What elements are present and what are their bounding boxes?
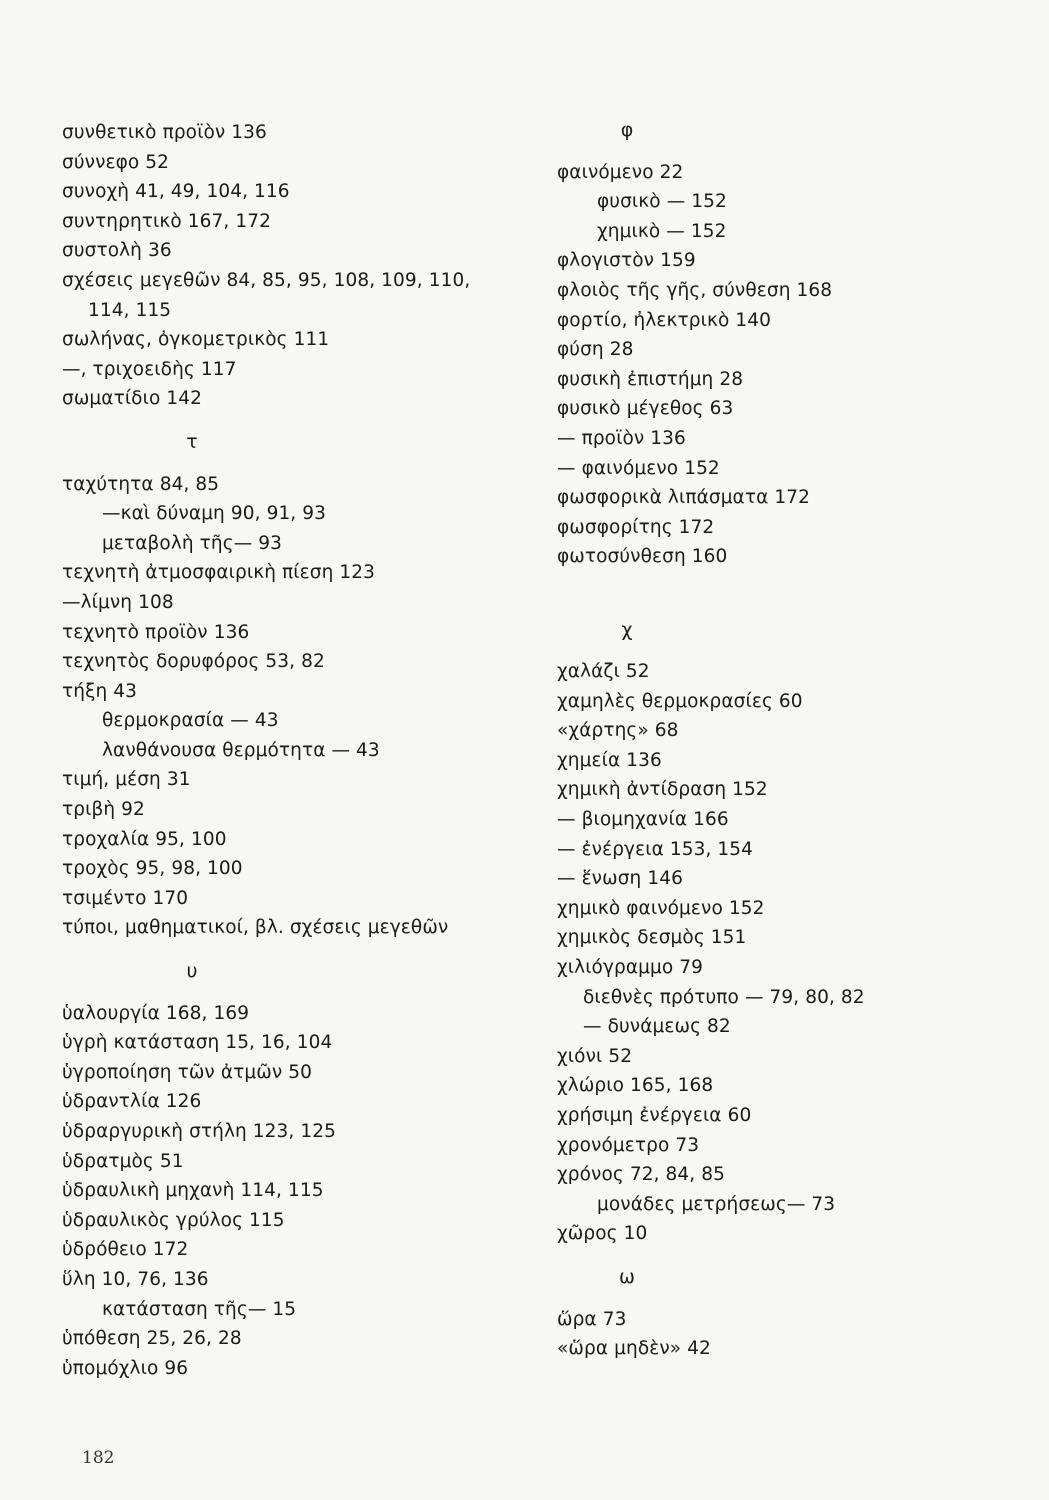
index-entry: φωσφορικὰ λιπάσματα 172 xyxy=(557,487,810,509)
index-entry: φλοιὸς τῆς γῆς, σύνθεση 168 xyxy=(557,279,833,301)
index-entry: φαινόμενο 22 xyxy=(557,161,684,183)
spacer xyxy=(557,572,865,602)
index-entry: χημικὸς δεσμὸς 151 xyxy=(557,927,747,949)
index-entry: σωλήνας, ὀγκομετρικὸς 111 xyxy=(62,329,330,351)
index-entry: —, τριχοειδὴς 117 xyxy=(62,358,237,380)
index-entry: ὑπόθεση 25, 26, 28 xyxy=(62,1328,242,1350)
index-entry: τεχνητὴ ἀτμοσφαιρικὴ πίεση 123 xyxy=(62,562,375,584)
index-entry: χαμηλὲς θερμοκρασίες 60 xyxy=(557,690,803,712)
index-entry: χιόνι 52 xyxy=(557,1045,633,1067)
index-entry: λανθάνουσα θερμότητα — 43 xyxy=(102,739,380,761)
index-entry: ὥρα 73 xyxy=(557,1308,627,1330)
section-letter-heading: χ xyxy=(621,618,633,641)
index-entry: κατάσταση τῆς— 15 xyxy=(102,1298,297,1320)
index-entry: τροχαλία 95, 100 xyxy=(62,828,227,850)
index-entry: φλογιστὸν 159 xyxy=(557,250,696,272)
index-entry: — βιομηχανία 166 xyxy=(557,809,729,831)
index-entry: ὑαλουργία 168, 169 xyxy=(62,1002,250,1024)
index-entry: ὑδρατμὸς 51 xyxy=(62,1150,184,1172)
index-entry: τύποι, μαθηματικοί, βλ. σχέσεις μεγεθῶν xyxy=(62,917,449,939)
index-entry: φωσφορίτης 172 xyxy=(557,516,715,538)
index-entry: τεχνητὸς δορυφόρος 53, 82 xyxy=(62,651,325,673)
index-entry: τήξη 43 xyxy=(62,680,138,702)
index-entry: χημικὸ φαινόμενο 152 xyxy=(557,897,765,919)
index-entry: χαλάζι 52 xyxy=(557,661,650,683)
index-entry: — ἕνωση 146 xyxy=(557,868,683,890)
index-entry: σύννεφο 52 xyxy=(62,151,170,173)
index-entry: συνθετικὸ προϊὸν 136 xyxy=(62,122,267,143)
index-entry: χρονόμετρο 73 xyxy=(557,1134,700,1156)
index-entry: ὑπομόχλιο 96 xyxy=(62,1357,189,1379)
index-entry: χρήσιμη ἐνέργεια 60 xyxy=(557,1105,752,1126)
index-entry: χιλιόγραμμο 79 xyxy=(557,957,704,979)
index-entry: ὕλη 10, 76, 136 xyxy=(62,1268,209,1290)
index-entry: — ἐνέργεια 153, 154 xyxy=(557,838,754,860)
index-entry: σχέσεις μεγεθῶν 84, 85, 95, 108, 109, 110, xyxy=(62,269,471,291)
page-number: 182 xyxy=(82,1448,115,1468)
index-column-left xyxy=(62,118,470,1383)
section-letter-heading: υ xyxy=(186,960,198,983)
index-entry: φυσικὸ μέγεθος 63 xyxy=(557,398,734,420)
index-entry: — φαινόμενο 152 xyxy=(557,457,720,479)
index-entry: φορτίο, ἠλεκτρικὸ 140 xyxy=(557,309,771,331)
index-entry: μονάδες μετρήσεως— 73 xyxy=(597,1193,836,1215)
index-entry: — δυνάμεως 82 xyxy=(583,1016,731,1038)
index-entry: ὑδρόθειο 172 xyxy=(62,1239,189,1261)
index-entry: ὑδραυλικὸς γρύλος 115 xyxy=(62,1209,285,1231)
index-entry: διεθνὲς πρότυπο — 79, 80, 82 xyxy=(583,986,865,1008)
index-entry: «ὥρα μηδὲν» 42 xyxy=(557,1338,711,1360)
index-entry: 114, 115 xyxy=(88,299,172,321)
index-entry: χημεία 136 xyxy=(557,749,662,771)
index-entry: —λίμνη 108 xyxy=(62,591,174,613)
index-entry: τριβὴ 92 xyxy=(62,799,145,821)
index-entry: ὑγροποίηση τῶν ἀτμῶν 50 xyxy=(62,1061,312,1083)
index-entry: φύση 28 xyxy=(557,339,634,361)
index-entry: ὑγρὴ κατάσταση 15, 16, 104 xyxy=(62,1032,333,1054)
index-entry: ὑδραντλία 126 xyxy=(62,1091,202,1113)
index-entry: φυσικὸ — 152 xyxy=(597,191,727,213)
section-letter-heading: τ xyxy=(186,430,198,453)
index-entry: συνοχὴ 41, 49, 104, 116 xyxy=(62,181,290,203)
index-entry: χλώριο 165, 168 xyxy=(557,1075,714,1097)
index-entry: — προϊὸν 136 xyxy=(557,427,686,449)
index-entry: τεχνητὸ προϊὸν 136 xyxy=(62,621,250,643)
index-entry: τσιμέντο 170 xyxy=(62,887,189,909)
index-entry: φυσικὴ ἐπιστήμη 28 xyxy=(557,368,744,390)
section-letter-heading: ω xyxy=(619,1265,635,1288)
index-entry: τροχὸς 95, 98, 100 xyxy=(62,858,243,880)
index-entry: ὑδραργυρικὴ στήλη 123, 125 xyxy=(62,1121,336,1142)
index-entry: σωματίδιο 142 xyxy=(62,388,202,410)
index-entry: συστολὴ 36 xyxy=(62,240,172,262)
index-entry: τιμή, μέση 31 xyxy=(62,769,191,791)
index-entry: —καὶ δύναμη 90, 91, 93 xyxy=(102,503,327,525)
index-entry: μεταβολὴ τῆς— 93 xyxy=(102,532,283,554)
index-entry: χημικὸ — 152 xyxy=(597,220,727,242)
index-entry: χῶρος 10 xyxy=(557,1223,648,1245)
index-entry: χρόνος 72, 84, 85 xyxy=(557,1164,725,1186)
section-letter-heading: φ xyxy=(620,119,634,141)
index-entry: «χάρτης» 68 xyxy=(557,720,679,742)
index-entry: ὑδραυλικὴ μηχανὴ 114, 115 xyxy=(62,1180,324,1202)
index-column-right xyxy=(557,102,865,1364)
index-entry: φωτοσύνθεση 160 xyxy=(557,546,728,568)
index-entry: ταχύτητα 84, 85 xyxy=(62,473,220,495)
index-entry: συντηρητικὸ 167, 172 xyxy=(62,210,271,232)
index-entry: χημικὴ ἀντίδραση 152 xyxy=(557,779,768,801)
index-entry: θερμοκρασία — 43 xyxy=(102,710,279,732)
